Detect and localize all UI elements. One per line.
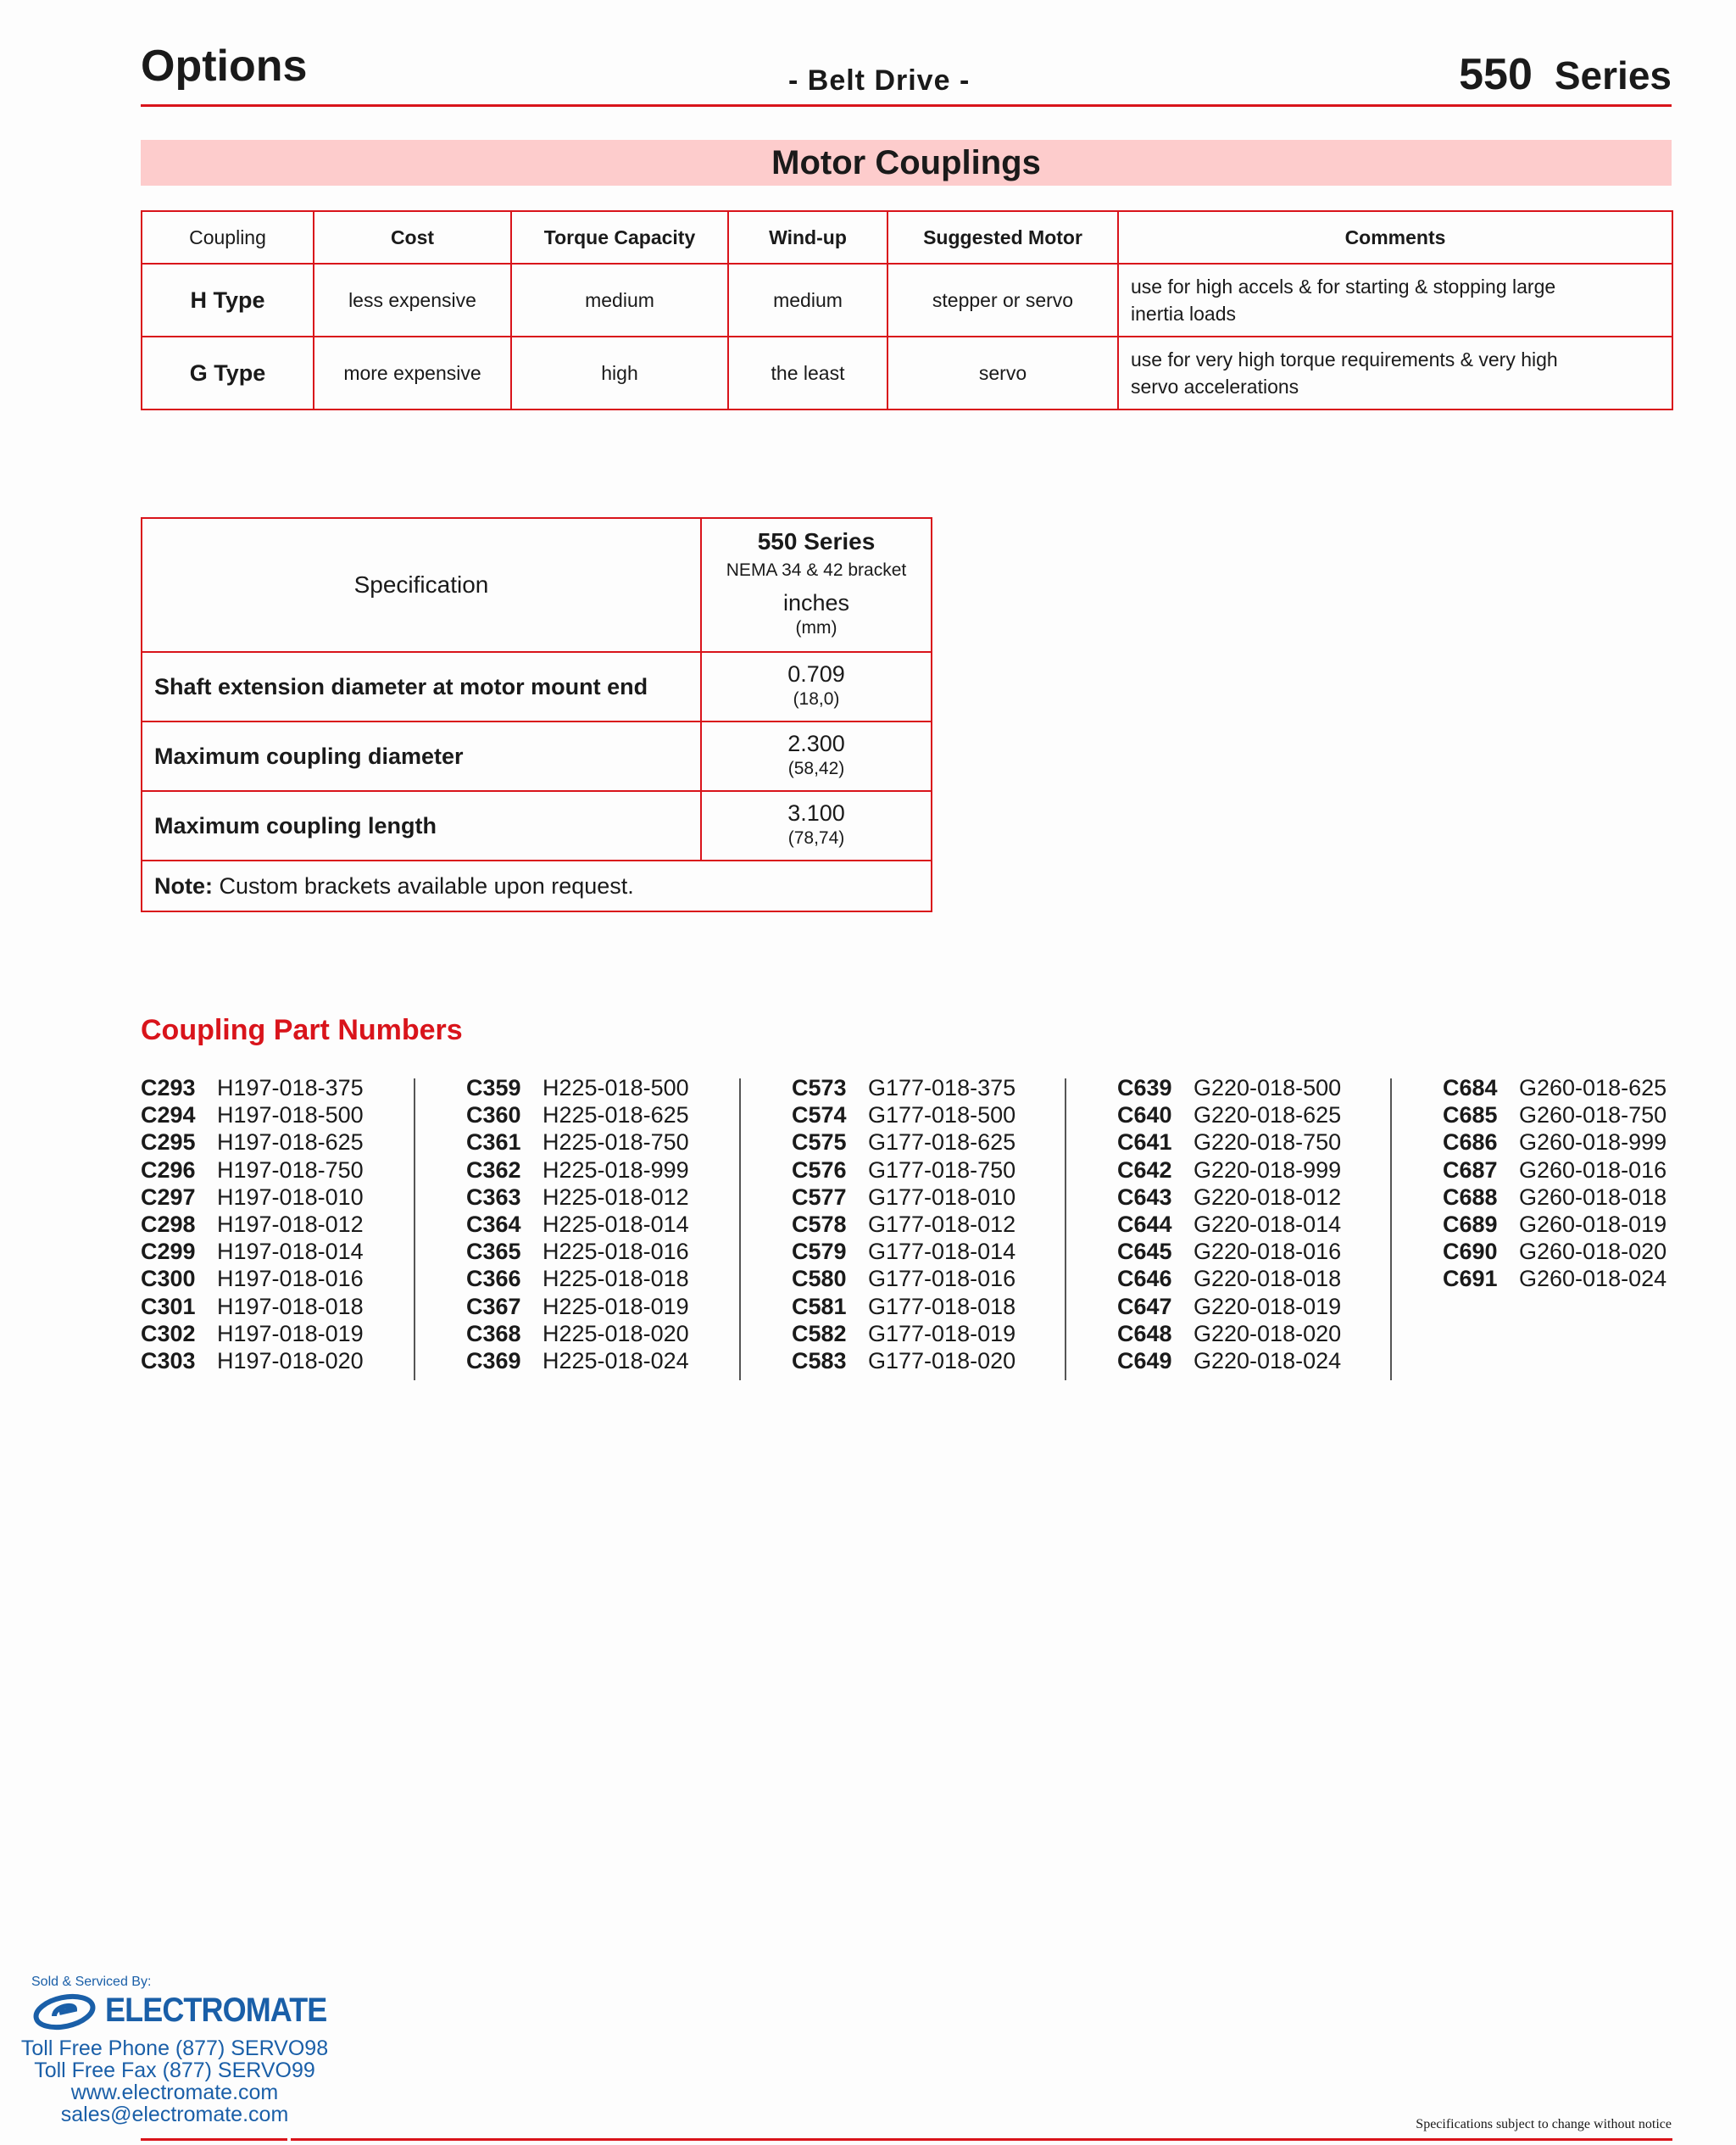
- col-header: Comments: [1118, 211, 1672, 264]
- part-number: G260-018-024: [1519, 1266, 1667, 1292]
- list-item: [1443, 1184, 1722, 1212]
- part-number: G177-018-014: [868, 1239, 1016, 1265]
- list-item: [792, 1212, 1071, 1239]
- list-item: [141, 1075, 420, 1102]
- list-item: [141, 1294, 420, 1321]
- motor-cell: stepper or servo: [887, 264, 1118, 337]
- catalog-code: C687: [1443, 1156, 1498, 1183]
- spec-label: Maximum coupling diameter: [142, 722, 701, 791]
- part-number: G220-018-999: [1194, 1156, 1342, 1183]
- part-number: G260-018-019: [1519, 1211, 1667, 1237]
- list-item: [141, 1266, 420, 1293]
- catalog-code: C365: [466, 1239, 521, 1265]
- inch-value: 2.300: [787, 731, 845, 756]
- part-number-column: [141, 1075, 420, 1375]
- windup-cell: the least: [728, 337, 887, 410]
- list-item: [1117, 1266, 1397, 1293]
- catalog-code: C360: [466, 1102, 521, 1128]
- mm-value: (78,74): [787, 828, 845, 848]
- spec-header-row: [142, 518, 932, 652]
- email-link[interactable]: sales@electromate.com: [60, 2103, 289, 2126]
- list-item: [1443, 1239, 1722, 1266]
- unit-label: inches: [782, 590, 850, 616]
- catalog-code: C647: [1117, 1293, 1172, 1319]
- catalog-code: C295: [141, 1129, 196, 1156]
- catalog-code: C645: [1117, 1239, 1172, 1265]
- catalog-code: C691: [1443, 1266, 1498, 1292]
- comment-line: use for very high torque requirements & very high: [1131, 348, 1558, 370]
- note-text: Custom brackets available upon request.: [213, 872, 634, 899]
- col-header: Coupling: [142, 211, 314, 264]
- page-title: Options: [141, 42, 308, 91]
- catalog-code: C363: [466, 1184, 521, 1210]
- list-item: [466, 1184, 746, 1212]
- part-number: G260-018-999: [1519, 1129, 1667, 1156]
- coupling-type: H Type: [142, 264, 314, 337]
- catalog-code: C578: [792, 1211, 847, 1237]
- list-item: [792, 1102, 1071, 1129]
- table-row: [142, 791, 932, 861]
- list-item: [141, 1348, 420, 1375]
- catalog-code: C298: [141, 1211, 196, 1237]
- note-row: [142, 861, 932, 911]
- list-item: [466, 1348, 746, 1375]
- part-number: G260-018-750: [1519, 1102, 1667, 1128]
- catalog-code: C574: [792, 1102, 847, 1128]
- spec-label: Shaft extension diameter at motor mount end: [142, 652, 701, 722]
- coupling-type: G Type: [142, 337, 314, 410]
- part-number: H197-018-012: [217, 1211, 364, 1237]
- part-number: G177-018-750: [868, 1156, 1016, 1183]
- list-item: [466, 1266, 746, 1293]
- catalog-code: C577: [792, 1184, 847, 1210]
- catalog-code: C688: [1443, 1184, 1498, 1210]
- part-number: G260-018-020: [1519, 1239, 1667, 1265]
- torque-cell: medium: [511, 264, 728, 337]
- list-item: [792, 1321, 1071, 1348]
- list-item: [141, 1184, 420, 1212]
- col-header: Cost: [314, 211, 511, 264]
- catalog-code: C644: [1117, 1211, 1172, 1237]
- comment-line: use for high accels & for starting & stopping large: [1131, 276, 1556, 298]
- phone-text: Toll Free Phone (877) SERVO98: [20, 2036, 329, 2060]
- table-row: [142, 652, 932, 722]
- series-heading: 550 Series: [757, 528, 876, 554]
- list-item: [466, 1075, 746, 1102]
- part-number: H225-018-024: [542, 1347, 689, 1373]
- column-divider: [1065, 1078, 1066, 1380]
- part-number: H225-018-012: [542, 1184, 689, 1210]
- comment-line: servo accelerations: [1131, 376, 1299, 398]
- series-number: 550: [1459, 50, 1533, 99]
- website-link[interactable]: www.electromate.com: [70, 2081, 279, 2104]
- part-number: H225-018-019: [542, 1293, 689, 1319]
- list-item: [1117, 1348, 1397, 1375]
- part-number: H197-018-020: [217, 1347, 364, 1373]
- table-header-row: [142, 211, 1672, 264]
- catalog-code: C641: [1117, 1129, 1172, 1156]
- list-item: [792, 1129, 1071, 1156]
- catalog-code: C301: [141, 1293, 196, 1319]
- list-item: [1443, 1129, 1722, 1156]
- header-divider: [141, 104, 1672, 107]
- spec-value: [701, 652, 932, 722]
- comment-cell: [1118, 337, 1672, 410]
- part-number: G220-018-018: [1194, 1266, 1342, 1292]
- list-item: [1443, 1157, 1722, 1184]
- list-item: [792, 1184, 1071, 1212]
- catalog-code: C296: [141, 1156, 196, 1183]
- part-number: G220-018-019: [1194, 1293, 1342, 1319]
- catalog-code: C573: [792, 1075, 847, 1100]
- table-row: [142, 337, 1672, 410]
- disclaimer-text: Specifications subject to change without notice: [1416, 2117, 1672, 2131]
- catalog-code: C582: [792, 1320, 847, 1346]
- catalog-code: C359: [466, 1075, 521, 1100]
- part-number: H225-018-020: [542, 1320, 689, 1346]
- part-number: G177-018-500: [868, 1102, 1016, 1128]
- catalog-code: C649: [1117, 1347, 1172, 1373]
- list-item: [141, 1129, 420, 1156]
- table-row: [142, 264, 1672, 337]
- list-item: [792, 1075, 1071, 1102]
- list-item: [1443, 1075, 1722, 1102]
- list-item: [792, 1239, 1071, 1266]
- part-number: G177-018-012: [868, 1211, 1016, 1237]
- part-number-column: [1117, 1075, 1397, 1375]
- part-number: G220-018-024: [1194, 1347, 1342, 1373]
- part-number: G220-018-014: [1194, 1211, 1342, 1237]
- unit-mm-label: (mm): [795, 618, 837, 638]
- spec-note: [142, 861, 932, 911]
- col-header: Wind-up: [728, 211, 887, 264]
- catalog-code: C575: [792, 1129, 847, 1156]
- spec-value: [701, 722, 932, 791]
- catalog-code: C576: [792, 1156, 847, 1183]
- list-item: [466, 1102, 746, 1129]
- series-word: Series: [1554, 53, 1672, 98]
- catalog-code: C297: [141, 1184, 196, 1210]
- list-item: [1443, 1212, 1722, 1239]
- brand-name: ELECTROMATE: [105, 1992, 327, 2029]
- list-item: [141, 1321, 420, 1348]
- sold-by-label: Sold & Serviced By:: [31, 1975, 152, 1989]
- cost-cell: more expensive: [314, 337, 511, 410]
- column-divider: [739, 1078, 741, 1380]
- table-row: [142, 722, 932, 791]
- footer-divider: [141, 2138, 287, 2141]
- catalog-code: C583: [792, 1347, 847, 1373]
- catalog-code: C364: [466, 1211, 521, 1237]
- list-item: [1117, 1102, 1397, 1129]
- catalog-code: C300: [141, 1266, 196, 1292]
- part-number: G177-018-010: [868, 1184, 1016, 1210]
- part-number: G177-018-018: [868, 1293, 1016, 1319]
- column-divider: [1390, 1078, 1392, 1380]
- col-header: Suggested Motor: [887, 211, 1118, 264]
- list-item: [141, 1212, 420, 1239]
- catalog-code: C368: [466, 1320, 521, 1346]
- catalog-code: C684: [1443, 1075, 1498, 1100]
- catalog-code: C686: [1443, 1129, 1498, 1156]
- catalog-code: C690: [1443, 1239, 1498, 1265]
- catalog-code: C685: [1443, 1102, 1498, 1128]
- section-label: - Belt Drive -: [788, 64, 971, 97]
- catalog-code: C303: [141, 1347, 196, 1373]
- column-divider: [414, 1078, 415, 1380]
- list-item: [1443, 1102, 1722, 1129]
- part-number: H197-018-500: [217, 1102, 364, 1128]
- catalog-code: C640: [1117, 1102, 1172, 1128]
- section-band: Motor Couplings: [141, 140, 1672, 186]
- list-item: [466, 1239, 746, 1266]
- list-item: [792, 1266, 1071, 1293]
- part-number: H225-018-014: [542, 1211, 689, 1237]
- list-item: [1117, 1075, 1397, 1102]
- spec-header: Specification: [142, 518, 701, 652]
- part-numbers-title: Coupling Part Numbers: [141, 1014, 463, 1046]
- catalog-code: C366: [466, 1266, 521, 1292]
- part-number-column: [1443, 1075, 1722, 1294]
- col-header: Torque Capacity: [511, 211, 728, 264]
- list-item: [141, 1102, 420, 1129]
- catalog-code: C648: [1117, 1320, 1172, 1346]
- list-item: [141, 1157, 420, 1184]
- catalog-code: C581: [792, 1293, 847, 1319]
- comment-cell: [1118, 264, 1672, 337]
- list-item: [1117, 1321, 1397, 1348]
- part-number: H197-018-375: [217, 1075, 364, 1100]
- part-number-column: [466, 1075, 746, 1375]
- catalog-code: C642: [1117, 1156, 1172, 1183]
- catalog-code: C299: [141, 1239, 196, 1265]
- catalog-code: C294: [141, 1102, 196, 1128]
- bracket-label: NEMA 34 & 42 bracket: [726, 560, 907, 580]
- part-number: H197-018-018: [217, 1293, 364, 1319]
- part-number: G220-018-625: [1194, 1102, 1342, 1128]
- catalog-code: C362: [466, 1156, 521, 1183]
- part-number: H225-018-999: [542, 1156, 689, 1183]
- part-number: H197-018-014: [217, 1239, 364, 1265]
- list-item: [466, 1129, 746, 1156]
- list-item: [466, 1294, 746, 1321]
- list-item: [141, 1239, 420, 1266]
- part-number: G260-018-018: [1519, 1184, 1667, 1210]
- windup-cell: medium: [728, 264, 887, 337]
- list-item: [466, 1157, 746, 1184]
- fax-text: Toll Free Fax (877) SERVO99: [34, 2059, 315, 2082]
- part-number: G177-018-375: [868, 1075, 1016, 1100]
- list-item: [792, 1157, 1071, 1184]
- part-number: G177-018-020: [868, 1347, 1016, 1373]
- part-number: H197-018-010: [217, 1184, 364, 1210]
- footer-divider: [291, 2138, 1672, 2141]
- part-number: G220-018-012: [1194, 1184, 1342, 1210]
- list-item: [792, 1348, 1071, 1375]
- part-number: G177-018-625: [868, 1129, 1016, 1156]
- part-number: H197-018-750: [217, 1156, 364, 1183]
- part-number: H225-018-500: [542, 1075, 689, 1100]
- electromate-logo-icon: [32, 1992, 97, 2031]
- spec-label: Maximum coupling length: [142, 791, 701, 861]
- list-item: [1117, 1212, 1397, 1239]
- list-item: [792, 1294, 1071, 1321]
- motor-cell: servo: [887, 337, 1118, 410]
- catalog-code: C302: [141, 1320, 196, 1346]
- torque-cell: high: [511, 337, 728, 410]
- list-item: [1117, 1157, 1397, 1184]
- list-item: [466, 1212, 746, 1239]
- spec-table: [141, 517, 932, 912]
- list-item: [1117, 1129, 1397, 1156]
- part-number: H225-018-016: [542, 1239, 689, 1265]
- list-item: [1117, 1184, 1397, 1212]
- catalog-code: C646: [1117, 1266, 1172, 1292]
- catalog-code: C361: [466, 1129, 521, 1156]
- part-number: H225-018-018: [542, 1266, 689, 1292]
- part-number: G220-018-500: [1194, 1075, 1342, 1100]
- part-number: G260-018-016: [1519, 1156, 1667, 1183]
- part-number: G220-018-020: [1194, 1320, 1342, 1346]
- list-item: [466, 1321, 746, 1348]
- catalog-code: C293: [141, 1075, 196, 1100]
- part-number: H197-018-625: [217, 1129, 364, 1156]
- part-number: G260-018-625: [1519, 1075, 1667, 1100]
- part-number-column: [792, 1075, 1071, 1375]
- list-item: [1117, 1294, 1397, 1321]
- part-number: G177-018-016: [868, 1266, 1016, 1292]
- part-number: H225-018-625: [542, 1102, 689, 1128]
- part-number: G220-018-016: [1194, 1239, 1342, 1265]
- spec-series-header: [701, 518, 932, 652]
- coupling-comparison-table: [141, 210, 1673, 410]
- catalog-code: C579: [792, 1239, 847, 1265]
- part-number: H197-018-019: [217, 1320, 364, 1346]
- catalog-code: C639: [1117, 1075, 1172, 1100]
- spec-value: [701, 791, 932, 861]
- comment-line: inertia loads: [1131, 303, 1237, 325]
- cost-cell: less expensive: [314, 264, 511, 337]
- part-number: G220-018-750: [1194, 1129, 1342, 1156]
- list-item: [1443, 1266, 1722, 1293]
- catalog-code: C643: [1117, 1184, 1172, 1210]
- catalog-code: C367: [466, 1293, 521, 1319]
- inch-value: 0.709: [787, 661, 845, 687]
- inch-value: 3.100: [787, 800, 845, 826]
- catalog-code: C369: [466, 1347, 521, 1373]
- part-number: H197-018-016: [217, 1266, 364, 1292]
- catalog-code: C689: [1443, 1211, 1498, 1237]
- mm-value: (58,42): [787, 759, 845, 778]
- part-number: G177-018-019: [868, 1320, 1016, 1346]
- part-number: H225-018-750: [542, 1129, 689, 1156]
- catalog-code: C580: [792, 1266, 847, 1292]
- mm-value: (18,0): [793, 689, 840, 709]
- list-item: [1117, 1239, 1397, 1266]
- series-label: [1459, 49, 1672, 100]
- note-label: Note:: [154, 872, 213, 899]
